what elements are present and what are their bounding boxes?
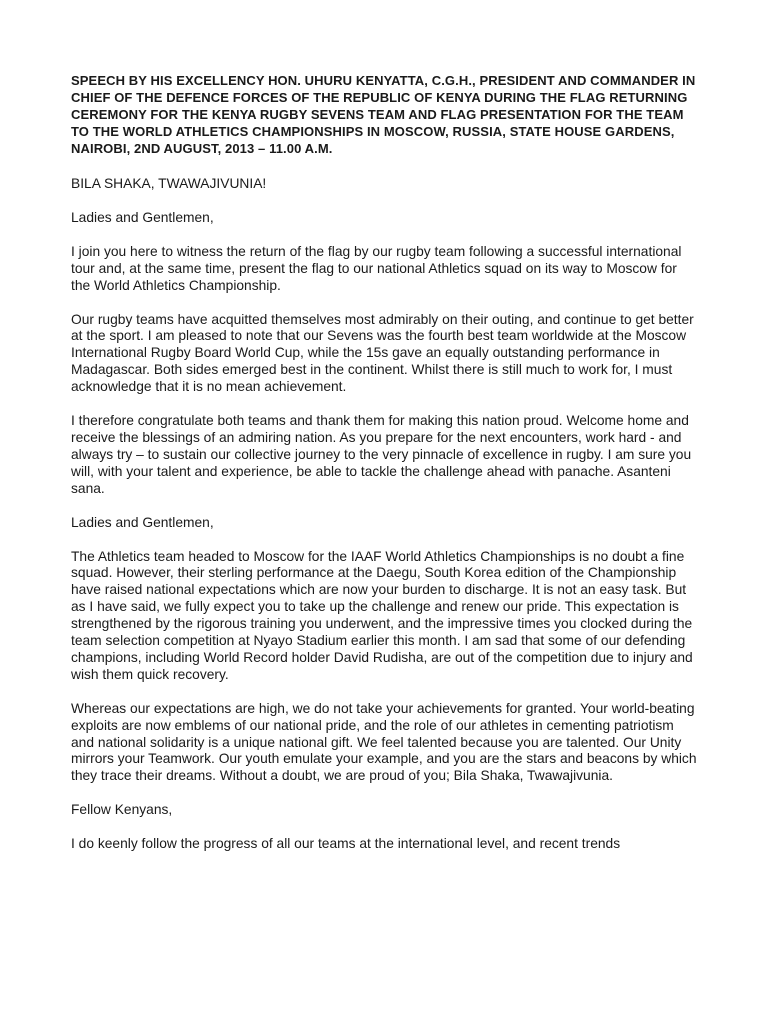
paragraph-rugby-congratulations: I therefore congratulate both teams and thank them for making this nation proud. Welcome home and receive the blessings of an admiring nation. As you prepare for the next encounters, work hard - and always try – to sustain our collective journey to the very pinnacle of excellence in rugby. I am sure you will, with your talent and experience, be able to tackle the challenge ahead with panache. Asanteni sana. — [71, 413, 692, 496]
paragraph-intro: I join you here to witness the return of the flag by our rugby team following a successful international tour and, at the same time, present the flag to our national Athletics squad on its way to Moscow for the World Athletics Championship. — [71, 243, 682, 293]
speech-title: SPEECH BY HIS EXCELLENCY HON. UHURU KENYATTA, C.G.H., PRESIDENT AND COMMANDER IN CHIEF OF THE DEFENCE FORCES OF THE REPUBLIC OF KENYA DURING THE FLAG RETURNING CEREMONY FOR THE KENYA RUGBY SEVENS TEAM AND FLAG PRESENTATION FOR THE TEAM TO THE WORLD ATHLETICS CHAMPIONSHIPS IN MOSCOW, RUSSIA, STATE HOUSE GARDENS, NAIROBI, 2ND AUGUST, 2013 – 11.00 A.M. — [71, 73, 696, 156]
paragraph-athletics-team: The Athletics team headed to Moscow for the IAAF World Athletics Championships is no doubt a fine squad. However, their sterling performance at the Daegu, South Korea edition of the Championship have raised national expectations which are now your burden to discharge. It is not an easy task. But as I have said, we fully expect you to take up the challenge and renew our pride. This expectation is strengthened by the rigorous training you underwent, and the impressive times you clocked during the team selection competition at Nyayo Stadium earlier this month. I am sad that some of our defending champions, including World Record holder David Rudisha, are out of the competition due to injury and wish them quick recovery. — [71, 548, 693, 682]
paragraph-salutation-2: Ladies and Gentlemen, — [71, 514, 214, 530]
paragraph-expectations: Whereas our expectations are high, we do not take your achievements for granted. Your world-beating exploits are now emblems of our national pride, and the role of our athletes in cementing patriotism and national solidarity is a unique national gift. We feel talented because you are talented. Our Unity mirrors your Teamwork. Our youth emulate your example, and you are the stars and beacons by which they trace their dreams. Without a doubt, we are proud of you; Bila Shaka, Twawajivunia. — [71, 700, 697, 784]
paragraph-salutation: Ladies and Gentlemen, — [71, 209, 214, 225]
paragraph-salutation-3: Fellow Kenyans, — [71, 802, 173, 818]
document-body — [71, 72, 699, 853]
paragraph-progress: I do keenly follow the progress of all our teams at the international level, and recent trends — [71, 836, 621, 852]
paragraph-greeting: BILA SHAKA, TWAWAJIVUNIA! — [71, 176, 267, 191]
paragraph-rugby-performance: Our rugby teams have acquitted themselves most admirably on their outing, and continue to get better at the sport. I am pleased to note that our Sevens was the fourth best team worldwide at the Moscow International Rugby Board World Cup, while the 15s gave an equally outstanding performance in Madagascar. Both sides emerged best in the continent. Whilst there is still much to work for, I must acknowledge that it is no mean achievement. — [71, 311, 694, 395]
